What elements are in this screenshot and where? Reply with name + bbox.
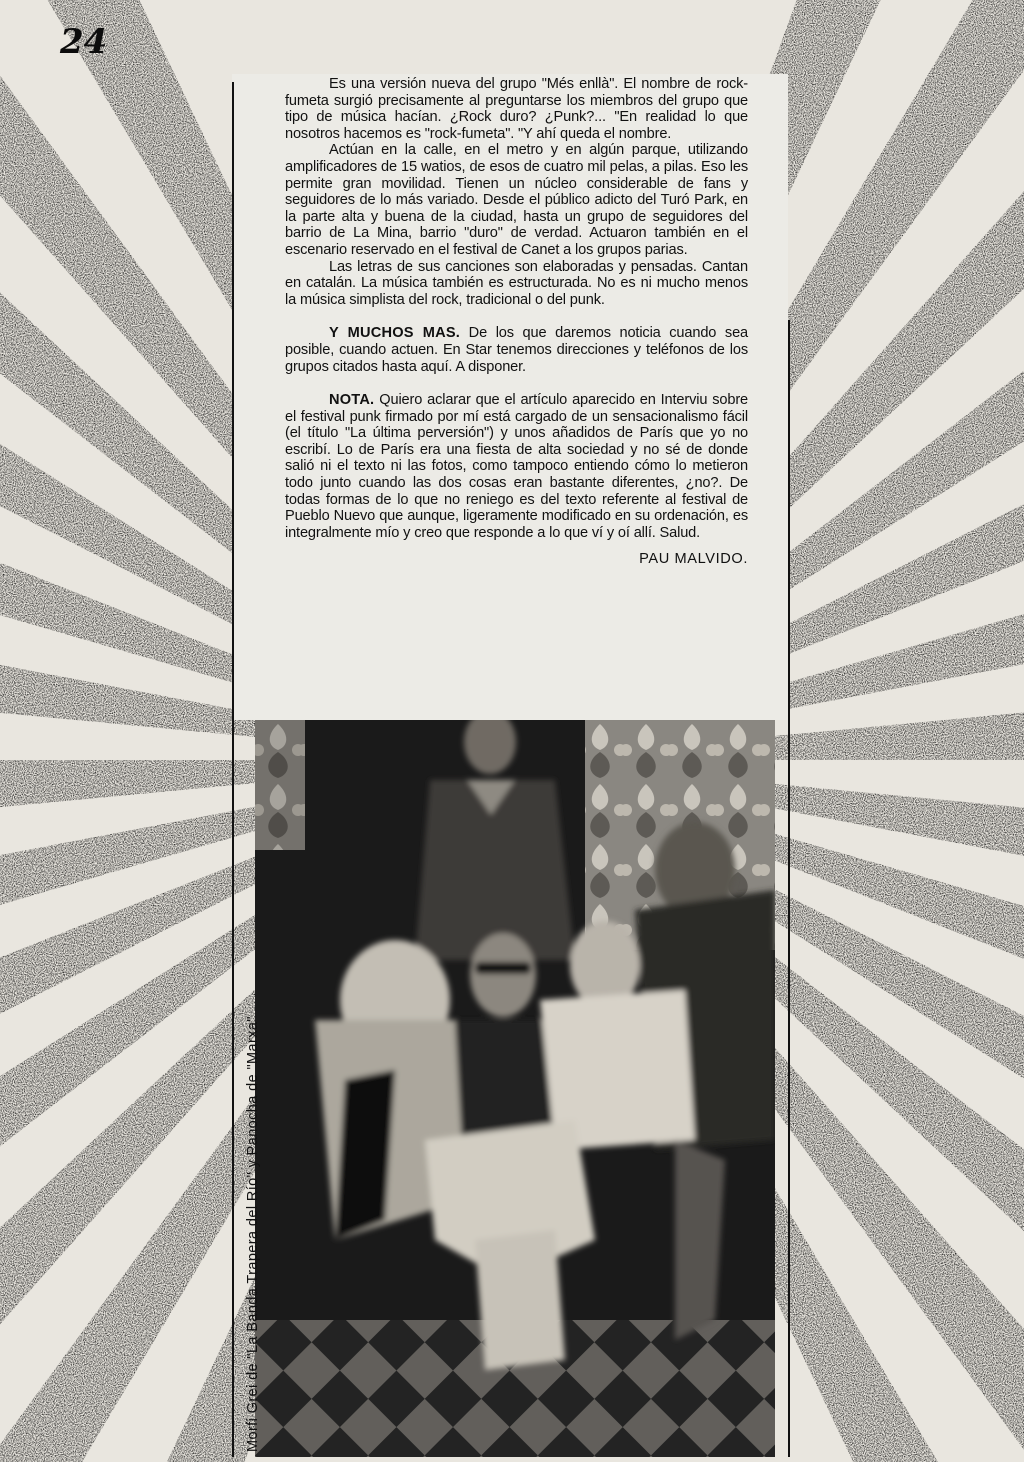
author-signature: PAU MALVIDO. (639, 551, 748, 568)
photo-caption: Morfi Grei de "La Banda Trapera del Río" y Panocha de "Marxa" (245, 1016, 261, 1452)
heading-muchos-mas: Y MUCHOS MAS. (329, 325, 461, 342)
band-photo (255, 720, 775, 1457)
paragraph-nota (285, 392, 748, 541)
muchos-mas-text: De los que daremos noticia cuando sea posible, cuando actuen. En Star tenemos direcciones y teléfonos de los grupos citados hasta aquí. A disponer. (285, 325, 748, 375)
paragraph-letras: Las letras de sus canciones son elaboradas y pensadas. Cantan en catalán. La música también es estructurada. No es ni mucho menos la música simplista del rock, tradicional o del punk. (285, 258, 748, 308)
page-number: 24 (60, 22, 108, 62)
article-body (285, 76, 748, 568)
heading-nota: NOTA. (329, 392, 375, 409)
right-column-rule (788, 320, 790, 1457)
paragraph-muchos-mas (285, 325, 748, 375)
left-column-rule (232, 82, 234, 1457)
nota-text: Quiero aclarar que el artículo aparecido en Interviu sobre el festival punk firmado por mí está cargado de un sensacionalismo fácil (el título "La última perversión") y unos añadidos de París que yo no escribí. Lo de París era una fiesta de alta sociedad y no sé de donde salió ni el texto ni las fotos, como tampoco entiendo cómo lo metieron todo junto cuando las dos cosas eran bastante diferentes, ¿no?. De todas formas de lo que no reniego es del texto referente al festival de Pueblo Nuevo que aunque, ligeramente modificado en su ordenación, es integralmente mío y creo que responde a lo que ví y oí allí. Salud. (285, 392, 748, 541)
paragraph-rock-fumeta: Es una versión nueva del grupo "Més enllà". El nombre de rock-fumeta surgió precisamente al preguntarse los miembros del grupo que tipo de música hacían. ¿Rock duro? ¿Punk?... "En realidad lo que nosotros hacemos es "rock-fumeta". "Y ahí queda el nombre. (285, 76, 748, 142)
paragraph-actuan: Actúan en la calle, en el metro y en algún parque, utilizando amplificadores de 15 watios, de esos de cuatro mil pelas, a pilas. Eso les permite gran movilidad. Tienen un núcleo considerable de fans y seguidores de lo más variado. Desde el público adicto del Turó Park, en la parte alta y buena de la ciudad, hasta un grupo de seguidores del barrio de La Mina, barrio "duro" de verdad. Actuaron también en el escenario reservado en el festival de Canet a los grupos parias. (285, 142, 748, 258)
